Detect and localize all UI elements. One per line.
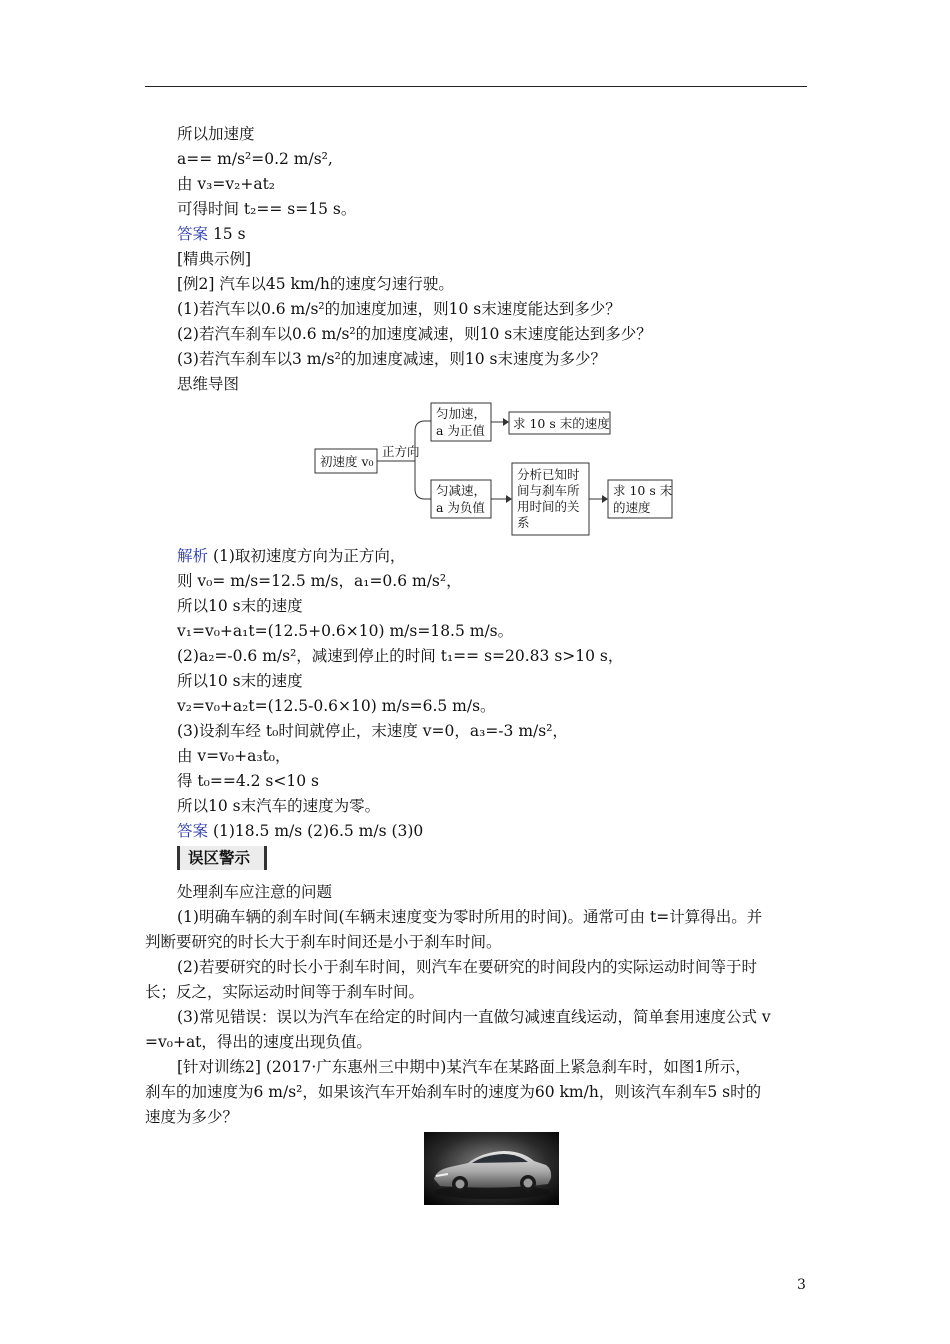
answer-label: 答案 bbox=[177, 225, 209, 243]
text-line: 思维导图 bbox=[177, 375, 240, 393]
mindmap-analysis-line: 系 bbox=[517, 515, 530, 530]
text-line: 则 v₀= m/s=12.5 m/s，a₁=0.6 m/s²， bbox=[177, 572, 462, 590]
answer-text: (1)取初速度方向为正方向， bbox=[208, 547, 406, 565]
page-number: 3 bbox=[797, 1277, 806, 1293]
mindmap-accel-line2: a 为正值 bbox=[436, 423, 485, 438]
text-line: (2)若要研究的时长小于刹车时间，则汽车在要研究的时间段内的实际运动时间等于时 bbox=[177, 958, 757, 976]
mindmap-analysis-line: 间与刹车所 bbox=[517, 483, 580, 498]
mindmap-analysis-line: 用时间的关 bbox=[517, 499, 580, 514]
text-line bbox=[177, 820, 423, 842]
text-line: =v₀+at，得出的速度出现负值。 bbox=[145, 1033, 372, 1051]
mindmap-root: 初速度 v₀ bbox=[320, 454, 374, 469]
mind-map bbox=[0, 0, 950, 560]
answer-label: 答案 bbox=[177, 822, 209, 840]
mindmap-decel-result-line1: 求 10 s 末 bbox=[613, 483, 673, 498]
mindmap-decel-line1: 匀减速， bbox=[436, 483, 487, 498]
mindmap-decel-line2: a 为负值 bbox=[436, 500, 485, 515]
answer-text: 15 s bbox=[208, 225, 246, 243]
text-line: 速度为多少？ bbox=[145, 1108, 239, 1126]
mindmap-branch-lower bbox=[415, 461, 431, 499]
mindmap-edge-label: 正方向 bbox=[382, 444, 420, 459]
text-line: (3)设刹车经 t₀时间就停止，末速度 v=0，a₃=-3 m/s²， bbox=[177, 722, 568, 740]
text-line: 得 t₀==4.2 s<10 s bbox=[177, 772, 319, 790]
text-line: 可得时间 t₂== s=15 s。 bbox=[177, 200, 357, 218]
text-line: v₁=v₀+a₁t=(12.5+0.6×10) m/s=18.5 m/s。 bbox=[177, 622, 514, 640]
mindmap-arrowhead bbox=[503, 418, 509, 426]
text-line: 所以10 s末的速度 bbox=[177, 597, 303, 615]
answer-text: (1)18.5 m/s (2)6.5 m/s (3)0 bbox=[208, 822, 424, 840]
text-line: (2)a₂=-0.6 m/s²，减速到停止的时间 t₁== s=20.83 s>10 s， bbox=[177, 647, 624, 665]
text-line: 刹车的加速度为6 m/s²，如果该汽车开始刹车时的速度为60 km/h，则该汽车刹车5 s时的 bbox=[145, 1083, 762, 1101]
text-line: [例2] 汽车以45 km/h的速度匀速行驶。 bbox=[177, 275, 454, 293]
text-line: 处理刹车应注意的问题 bbox=[177, 883, 333, 901]
text-line: 长；反之，实际运动时间等于刹车时间。 bbox=[145, 983, 425, 1001]
text-line: 由 v=v₀+a₃t₀， bbox=[177, 747, 291, 765]
mindmap-analysis-line: 分析已知时 bbox=[517, 467, 580, 482]
text-line: (3)常见错误：误以为汽车在给定的时间内一直做匀减速直线运动，简单套用速度公式 v bbox=[177, 1008, 771, 1026]
text-line: [针对训练2] (2017·广东惠州三中期中)某汽车在某路面上紧急刹车时，如图1所示， bbox=[177, 1058, 751, 1076]
mindmap-accel-line1: 匀加速， bbox=[436, 406, 487, 421]
text-line: 所以10 s末的速度 bbox=[177, 672, 303, 690]
text-line: (2)若汽车刹车以0.6 m/s²的加速度减速，则10 s末速度能达到多少？ bbox=[177, 325, 652, 343]
text-line: (3)若汽车刹车以3 m/s²的加速度减速，则10 s末速度为多少？ bbox=[177, 350, 606, 368]
mindmap-arrowhead bbox=[506, 495, 512, 503]
mindmap-decel-result-line2: 的速度 bbox=[613, 500, 651, 515]
text-line: a== m/s²=0.2 m/s², bbox=[177, 150, 333, 168]
text-line: (1)若汽车以0.6 m/s²的加速度加速，则10 s末速度能达到多少？ bbox=[177, 300, 621, 318]
text-line: v₂=v₀+a₂t=(12.5-0.6×10) m/s=6.5 m/s。 bbox=[177, 697, 496, 715]
text-line: (1)明确车辆的刹车时间(车辆末速度变为零时所用的时间)。通常可由 t=计算得出。并 bbox=[177, 908, 763, 926]
text-line: [精典示例] bbox=[177, 250, 252, 268]
car-photo bbox=[424, 1132, 559, 1205]
mindmap-arrowhead bbox=[602, 495, 608, 503]
text-line: 所以10 s末汽车的速度为零。 bbox=[177, 797, 381, 815]
text-line: 所以加速度 bbox=[177, 125, 255, 143]
answer-label: 解析 bbox=[177, 547, 209, 565]
text-line: 判断要研究的时长大于刹车时间还是小于刹车时间。 bbox=[145, 933, 502, 951]
text-line: 由 v₃=v₂+at₂ bbox=[177, 175, 276, 193]
warning-heading: 误区警示 bbox=[177, 846, 267, 870]
mindmap-accel-result: 求 10 s 末的速度 bbox=[513, 416, 610, 431]
